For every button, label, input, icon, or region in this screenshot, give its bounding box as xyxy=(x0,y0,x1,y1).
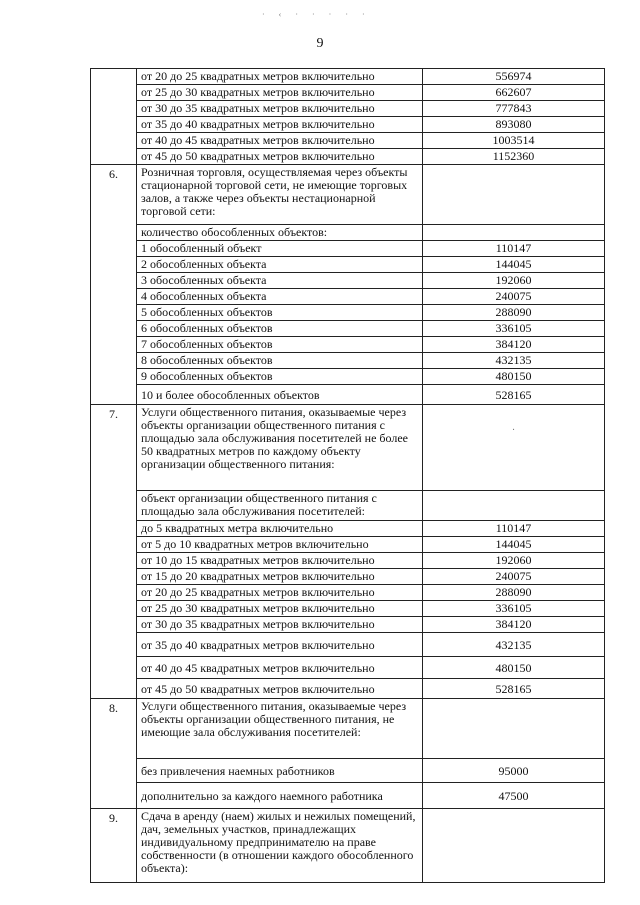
rates-table-body xyxy=(91,69,605,883)
row-label: от 25 до 30 квадратных метров включительно xyxy=(137,601,423,617)
section-title-6: Розничная торговля, осуществляемая через объекты стационарной торговой сети, не имеющие торговых залов, а также через объекты нестационарной торговой сети: xyxy=(137,165,423,225)
section-value-9 xyxy=(423,809,605,883)
section-number-6: 6. xyxy=(91,165,137,405)
section-value-7 xyxy=(423,405,605,491)
row-label: дополнительно за каждого наемного работника xyxy=(137,783,423,809)
row-label: без привлечения наемных работников xyxy=(137,759,423,783)
row-value: 1152360 xyxy=(423,149,605,165)
page-number: 9 xyxy=(316,36,324,51)
section-subheader-7: объект организации общественного питания с площадью зала обслуживания посетителей: xyxy=(137,491,423,521)
row-value: 528165 xyxy=(423,385,605,405)
row-label: 5 обособленных объектов xyxy=(137,305,423,321)
row-value: 662607 xyxy=(423,85,605,101)
row-value: 192060 xyxy=(423,273,605,289)
row-value: 95000 xyxy=(423,759,605,783)
row-value: 384120 xyxy=(423,337,605,353)
section-value-6 xyxy=(423,165,605,225)
row-value: 288090 xyxy=(423,585,605,601)
row-value: 336105 xyxy=(423,601,605,617)
row-label: до 5 квадратных метра включительно xyxy=(137,521,423,537)
row-value: 240075 xyxy=(423,569,605,585)
section-subheader-6: количество обособленных объектов: xyxy=(137,225,423,241)
row-label: от 20 до 25 квадратных метров включительно xyxy=(137,69,423,85)
section-number-7: 7. xyxy=(91,405,137,699)
section-number-8: 8. xyxy=(91,699,137,809)
row-value: 47500 xyxy=(423,783,605,809)
row-value: 144045 xyxy=(423,537,605,553)
section-title-7: Услуги общественного питания, оказываемые через объекты организации общественного питания с площадью зала обслуживания посетителей не более 50 квадратных метров по каждому объекту организации общественного питания: xyxy=(137,405,423,491)
section-title-9: Сдача в аренду (наем) жилых и нежилых помещений, дач, земельных участков, принадлежащих индивидуальному предпринимателю на праве собственности (в отношении каждого обособленного объекта): xyxy=(137,809,423,883)
row-value: 240075 xyxy=(423,289,605,305)
row-label: от 25 до 30 квадратных метров включительно xyxy=(137,85,423,101)
row-value: 144045 xyxy=(423,257,605,273)
row-value: 1003514 xyxy=(423,133,605,149)
row-label: 9 обособленных объектов xyxy=(137,369,423,385)
row-value: 192060 xyxy=(423,553,605,569)
section-value-8 xyxy=(423,699,605,759)
scan-artifact-marks: · ‹ · · · · · xyxy=(262,10,371,19)
row-value: 777843 xyxy=(423,101,605,117)
row-label: от 40 до 45 квадратных метров включительно xyxy=(137,133,423,149)
row-value: 110147 xyxy=(423,521,605,537)
row-number-cell xyxy=(91,69,137,165)
row-label: от 45 до 50 квадратных метров включительно xyxy=(137,679,423,699)
row-value xyxy=(423,225,605,241)
row-label: от 15 до 20 квадратных метров включительно xyxy=(137,569,423,585)
row-value: 432135 xyxy=(423,353,605,369)
row-value: 432135 xyxy=(423,633,605,657)
row-value: 893080 xyxy=(423,117,605,133)
row-label: 1 обособленный объект xyxy=(137,241,423,257)
row-value: 110147 xyxy=(423,241,605,257)
row-label: 4 обособленных объекта xyxy=(137,289,423,305)
row-value xyxy=(423,491,605,521)
row-label: от 10 до 15 квадратных метров включительно xyxy=(137,553,423,569)
row-label: от 30 до 35 квадратных метров включительно xyxy=(137,101,423,117)
row-label: от 35 до 40 квадратных метров включительно xyxy=(137,633,423,657)
row-label: от 20 до 25 квадратных метров включительно xyxy=(137,585,423,601)
row-label: 10 и более обособленных объектов xyxy=(137,385,423,405)
scan-dot: · xyxy=(511,425,516,436)
row-value: 480150 xyxy=(423,657,605,679)
section-number-9: 9. xyxy=(91,809,137,883)
row-label: от 30 до 35 квадратных метров включительно xyxy=(137,617,423,633)
row-label: от 35 до 40 квадратных метров включительно xyxy=(137,117,423,133)
row-label: от 45 до 50 квадратных метров включительно xyxy=(137,149,423,165)
section-title-8: Услуги общественного питания, оказываемые через объекты организации общественного питания, не имеющие зала обслуживания посетителей: xyxy=(137,699,423,759)
row-value: 480150 xyxy=(423,369,605,385)
row-label: 7 обособленных объектов xyxy=(137,337,423,353)
row-label: от 40 до 45 квадратных метров включительно xyxy=(137,657,423,679)
row-value: 528165 xyxy=(423,679,605,699)
row-label: 3 обособленных объекта xyxy=(137,273,423,289)
row-value: 336105 xyxy=(423,321,605,337)
row-value: 384120 xyxy=(423,617,605,633)
row-label: 2 обособленных объекта xyxy=(137,257,423,273)
row-label: 8 обособленных объектов xyxy=(137,353,423,369)
row-value: 288090 xyxy=(423,305,605,321)
rates-table xyxy=(90,68,605,883)
row-label: 6 обособленных объектов xyxy=(137,321,423,337)
row-label: от 5 до 10 квадратных метров включительно xyxy=(137,537,423,553)
row-value: 556974 xyxy=(423,69,605,85)
